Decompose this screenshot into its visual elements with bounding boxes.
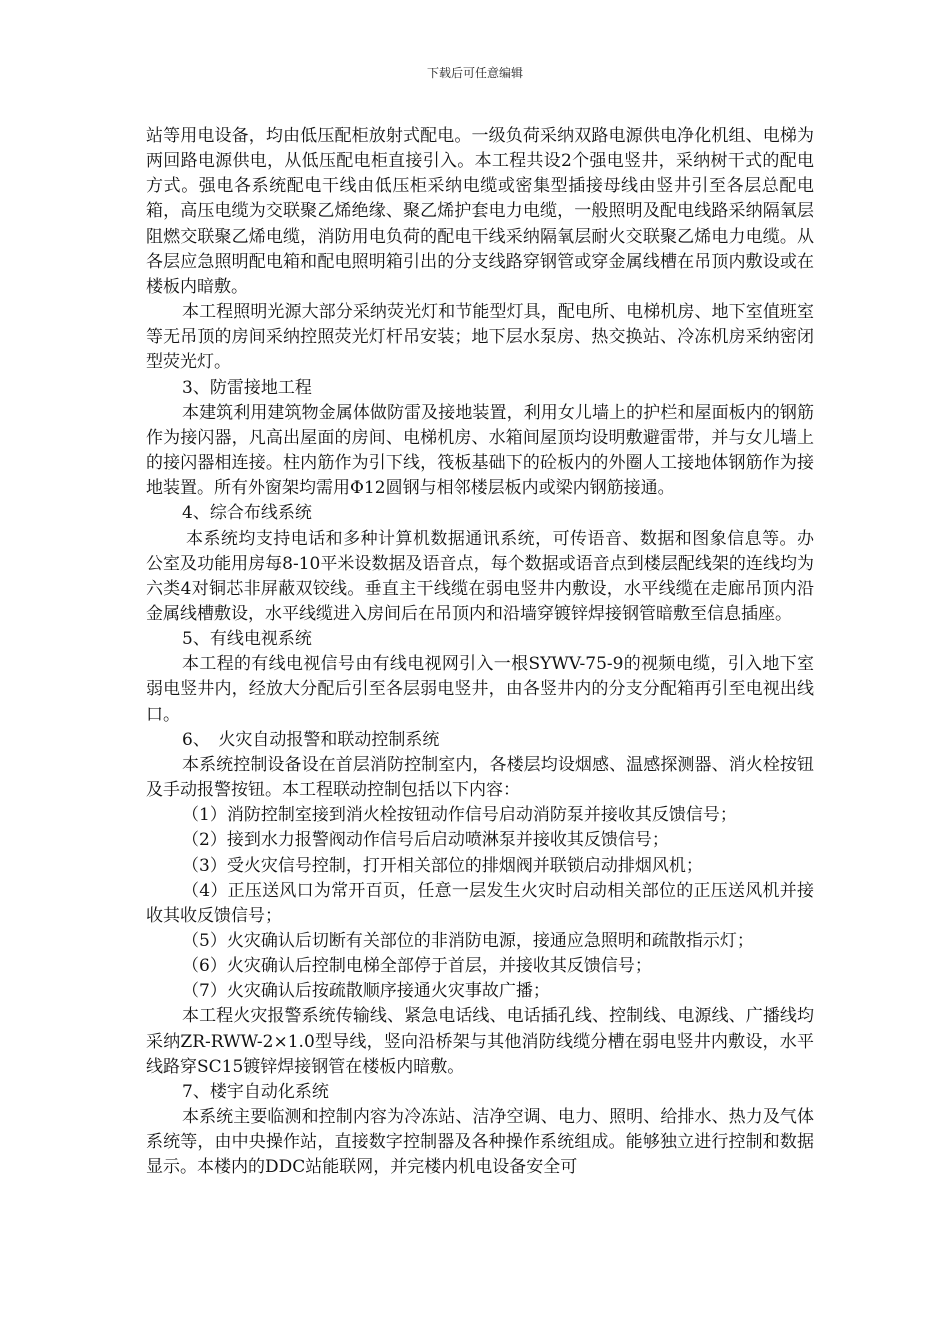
paragraph-fire-alarm-intro: 本系统控制设备设在首层消防控制室内，各楼层均设烟感、温感探测器、消火栓按钮及手动报警按钮。本工程联动控制包括以下内容： bbox=[146, 754, 814, 801]
paragraph-cabling-system: 本系统均支持电话和多种计算机数据通讯系统，可传语音、数据和图象信息等。办公室及功能用房每8-10平米设数据及语音点，每个数据或语音点到楼层配线架的连线均为六类4对铜芯非屏蔽双铰线。垂直主干线缆在弱电竖井内敷设，水平线缆在走廊吊顶内沿金属线槽敷设，水平线缆进入房间后在吊顶内和沿墙穿镀锌焊接钢管暗敷至信息插座。 bbox=[146, 528, 814, 624]
heading-cabling-system: 4、综合布线系统 bbox=[182, 503, 312, 524]
heading-cable-tv: 5、有线电视系统 bbox=[182, 629, 312, 650]
list-item-fire-3: （3）受火灾信号控制，打开相关部位的排烟阀并联锁启动排烟风机； bbox=[182, 855, 703, 876]
list-item-fire-6: （6）火灾确认后控制电梯全部停于首层，并接收其反馈信号； bbox=[182, 956, 652, 977]
list-item-fire-7: （7）火灾确认后按疏散顺序接通火灾事故广播； bbox=[182, 981, 550, 1002]
list-item-fire-2: （2）接到水力报警阀动作信号后启动喷淋泵并接收其反馈信号； bbox=[182, 830, 669, 851]
list-item-fire-1: （1）消防控制室接到消火栓按钮动作信号启动消防泵并接收其反馈信号； bbox=[182, 805, 737, 826]
paragraph-power-distribution: 站等用电设备，均由低压配柜放射式配电。一级负荷采纳双路电源供电净化机组、电梯为两回路电源供电，从低压配电柜直接引入。本工程共设2个强电竖井，采纳树干式的配电方式。强电各系统配电干线由低压柜采纳电缆或密集型插接母线由竖井引至各层总配电箱，高压电缆为交联聚乙烯绝缘、聚乙烯护套电力电缆，一般照明及配电线路采纳隔氧层阻燃交联聚乙烯电缆，消防用电负荷的配电干线采纳隔氧层耐火交联聚乙烯电力电缆。从各层应急照明配电箱和配电照明箱引出的分支线路穿钢管或穿金属线槽在吊顶内敷设或在楼板内暗敷。 bbox=[146, 126, 814, 297]
paragraph-lighting: 本工程照明光源大部分采纳荧光灯和节能型灯具，配电所、电梯机房、地下室值班室等无吊顶的房间采纳控照荧光灯杆吊安装；地下层水泵房、热交换站、冷冻机房采纳密闭型荧光灯。 bbox=[146, 302, 814, 373]
paragraph-cable-tv: 本工程的有线电视信号由有线电视网引入一根SYWV-75-9的视频电缆，引入地下室弱电竖井内，经放大分配后引至各层弱电竖井，由各竖井内的分支分配箱再引至电视出线口。 bbox=[146, 654, 814, 725]
list-item-fire-4: （4）正压送风口为常开百页，任意一层发生火灾时启动相关部位的正压送风机并接收其收反馈信号； bbox=[146, 880, 814, 926]
paragraph-lightning-protection: 本建筑利用建筑物金属体做防雷及接地装置，利用女儿墙上的护栏和屋面板内的钢筋作为接闪器，凡高出屋面的房间、电梯机房、水箱间屋顶均设明敷避雷带，并与女儿墙上的接闪器相连接。柱内筋作为引下线，筏板基础下的砼板内的外圈人工接地体钢筋作为接地装置。所有外窗架均需用Φ12圆钢与相邻楼层板内或梁内钢筋接通。 bbox=[146, 402, 814, 499]
heading-building-automation: 7、楼宇自动化系统 bbox=[182, 1081, 329, 1102]
document-body bbox=[146, 124, 814, 1181]
heading-fire-alarm: 6、 火灾自动报警和联动控制系统 bbox=[182, 729, 440, 750]
heading-lightning-protection: 3、防雷接地工程 bbox=[182, 377, 312, 398]
list-item-fire-5: （5）火灾确认后切断有关部位的非消防电源，接通应急照明和疏散指示灯； bbox=[182, 931, 754, 951]
page-header: 下载后可任意编辑 bbox=[426, 66, 523, 80]
paragraph-building-automation: 本系统主要临测和控制内容为冷冻站、洁净空调、电力、照明、给排水、热力及气体系统等，由中央操作站，直接数字控制器及各种操作系统组成。能够独立进行控制和数据显示。本楼内的DDC站能联网，并完楼内机电设备安全可 bbox=[146, 1107, 814, 1178]
paragraph-fire-alarm-wiring: 本工程火灾报警系统传输线、紧急电话线、电话插孔线、控制线、电源线、广播线均采纳ZR-RWW-2×1.0型导线，竖向沿桥架与其他消防线缆分槽在弱电竖井内敷设，水平线路穿SC15镀锌焊接钢管在楼板内暗敷。 bbox=[146, 1006, 814, 1077]
